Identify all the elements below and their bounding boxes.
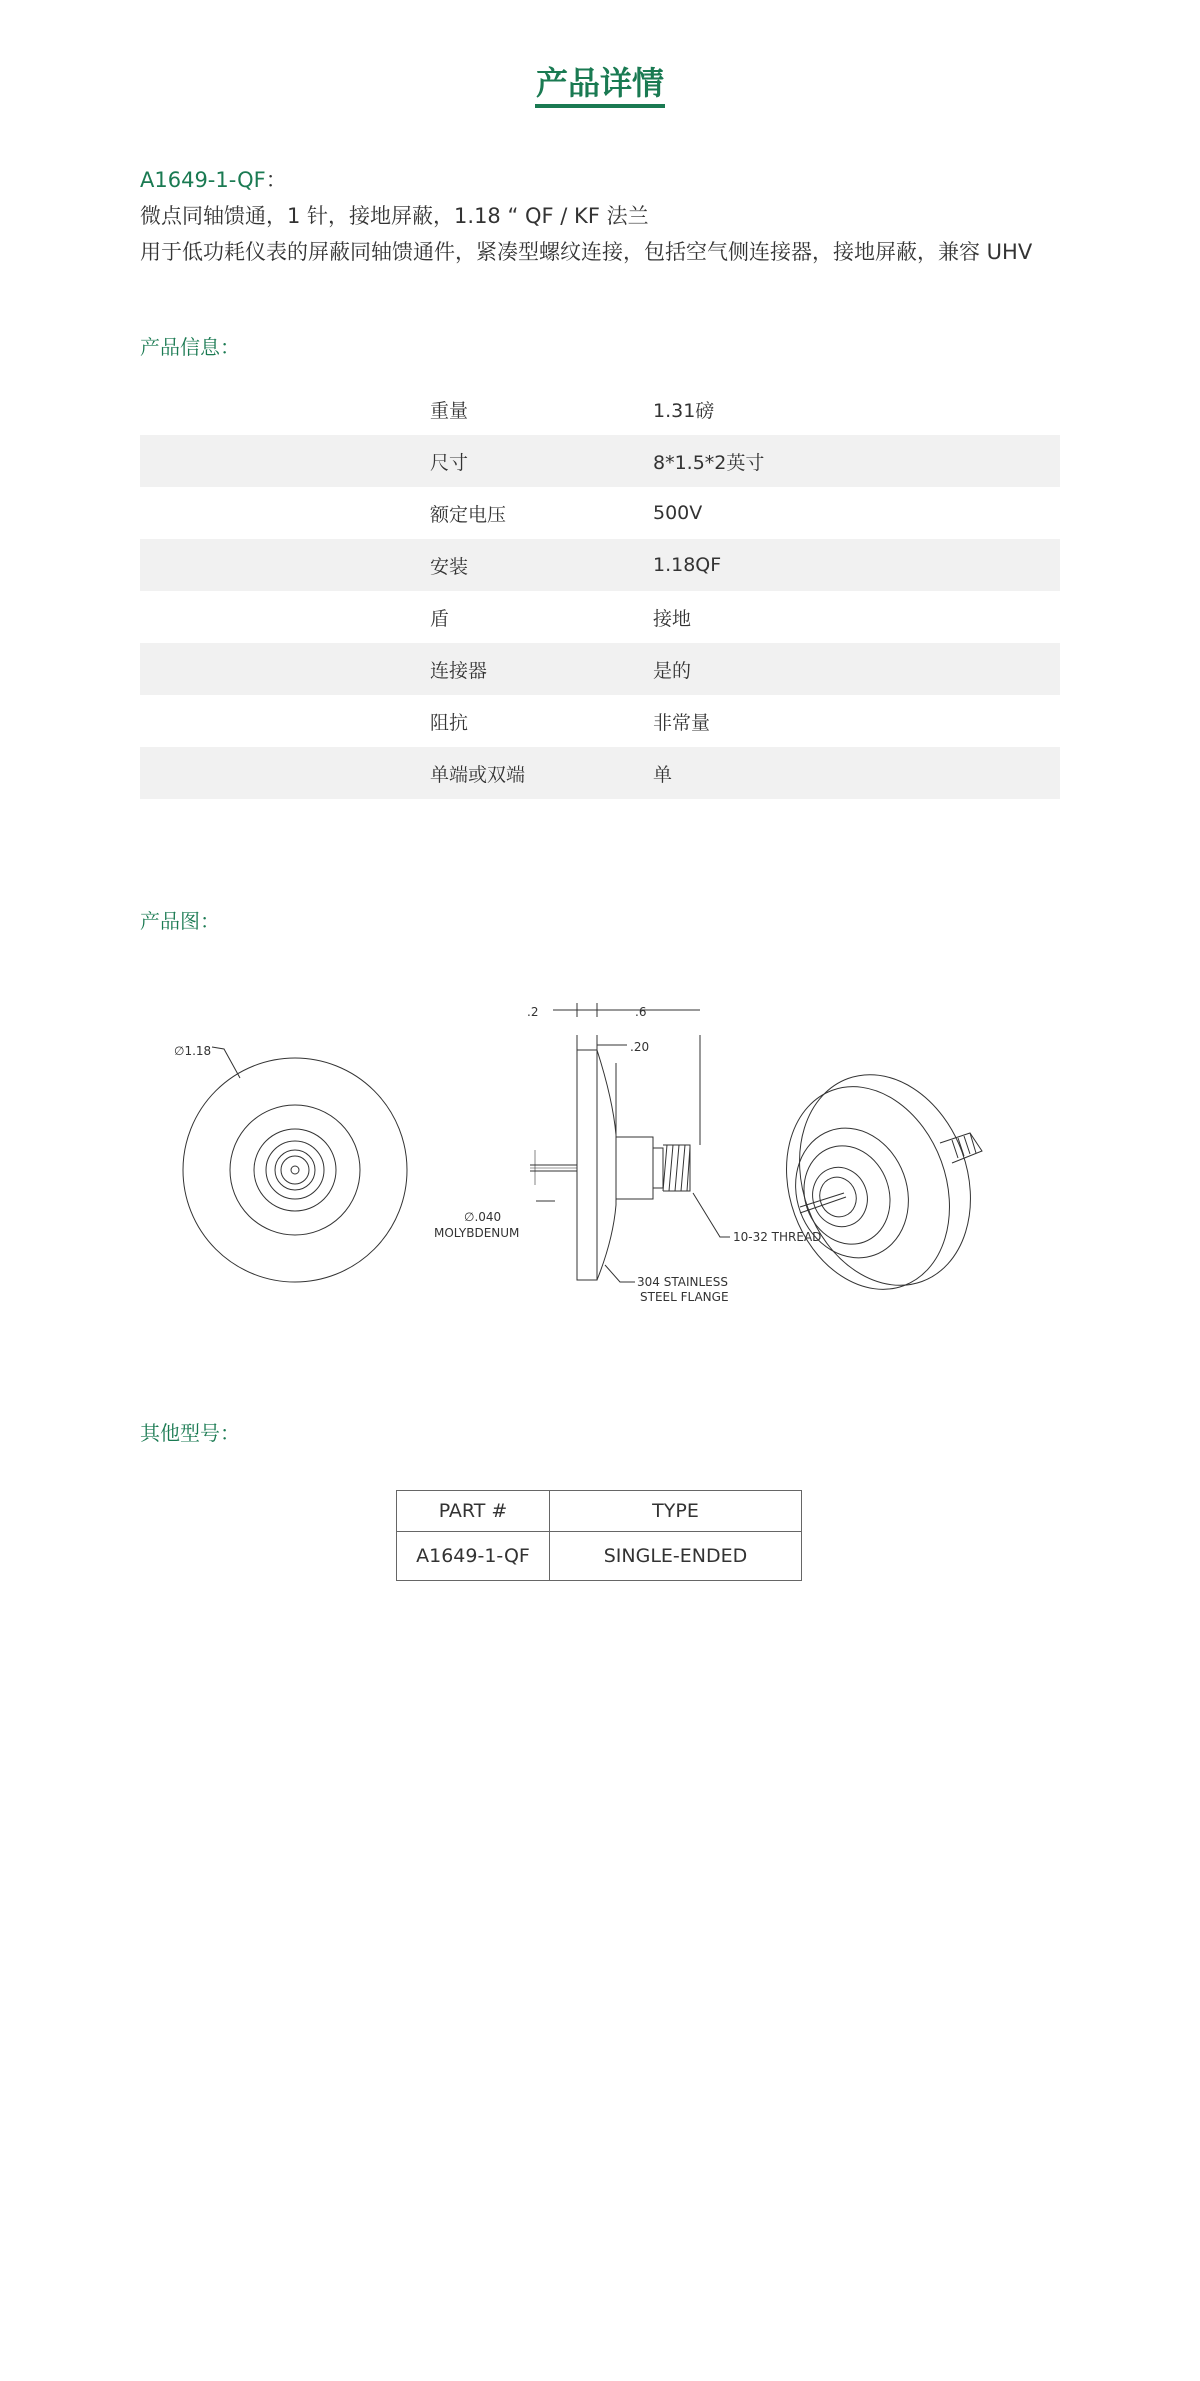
isometric-view [759, 1050, 999, 1305]
spec-value: 单 [653, 747, 1060, 799]
spec-label: 盾 [430, 607, 450, 630]
table-row [140, 487, 1060, 539]
flange-material-label-2: STEEL FLANGE [640, 1290, 729, 1304]
column-header: PART # [397, 1491, 550, 1532]
flange-material-label-1: 304 STAINLESS [637, 1275, 728, 1289]
spec-value: 非常量 [653, 711, 711, 734]
table-row [397, 1532, 802, 1581]
spec-label: 连接器 [430, 643, 653, 695]
pin-diameter-label: ∅.040 [464, 1210, 502, 1224]
page-title: 产品详情 [535, 64, 664, 102]
spec-label: 尺寸 [430, 435, 653, 487]
spec-label: 安装 [430, 539, 653, 591]
thread-label: 10-32 THREAD [733, 1230, 822, 1244]
other-models-heading: 其他型号： [140, 1421, 240, 1445]
dim-label-c: .20 [630, 1040, 650, 1054]
other-models-table [396, 1490, 802, 1581]
description-line-2: 用于低功耗仪表的屏蔽同轴馈通件，紧凑型螺纹连接，包括空气侧连接器，接地屏蔽，兼容 UHV [140, 240, 1033, 264]
pin-material-label: MOLYBDENUM [434, 1226, 520, 1240]
table-row [140, 747, 1060, 799]
spec-label: 单端或双端 [430, 747, 653, 799]
table-row [140, 643, 1060, 695]
spec-value: 1.31磅 [653, 399, 715, 422]
spec-value: 8*1.5*2英寸 [653, 435, 1060, 487]
model-line [140, 164, 287, 194]
model-number: A1649-1-QF [140, 168, 266, 192]
table-header-row [397, 1491, 802, 1532]
product-drawing-heading: 产品图： [140, 909, 220, 933]
spec-value: 接地 [653, 607, 692, 630]
table-row [140, 695, 1060, 747]
model-suffix: ： [265, 168, 287, 192]
spec-value: 500V [653, 502, 703, 524]
product-info-heading: 产品信息： [140, 335, 240, 359]
product-info-table [140, 383, 1060, 799]
description-line-1: 微点同轴馈通，1 针，接地屏蔽，1.18 “ QF / KF 法兰 [140, 204, 649, 228]
type-cell: SINGLE-ENDED [550, 1532, 802, 1581]
part-number-cell: A1649-1-QF [397, 1532, 550, 1581]
table-row [140, 591, 1060, 643]
spec-value: 1.18QF [653, 539, 1060, 591]
table-row [140, 435, 1060, 487]
dim-label-a: .2 [527, 1005, 539, 1019]
front-view [183, 1047, 407, 1282]
spec-label: 阻抗 [430, 711, 469, 734]
column-header: TYPE [550, 1491, 802, 1532]
flange-diameter-label: ∅1.18 [174, 1044, 212, 1058]
spec-label: 额定电压 [430, 503, 507, 526]
table-row [140, 383, 1060, 435]
title-underline [535, 104, 665, 108]
dim-label-b: .6 [635, 1005, 647, 1019]
technical-drawing [140, 975, 1060, 1305]
table-row [140, 539, 1060, 591]
spec-value: 是的 [653, 643, 1060, 695]
spec-label: 重量 [430, 399, 469, 422]
